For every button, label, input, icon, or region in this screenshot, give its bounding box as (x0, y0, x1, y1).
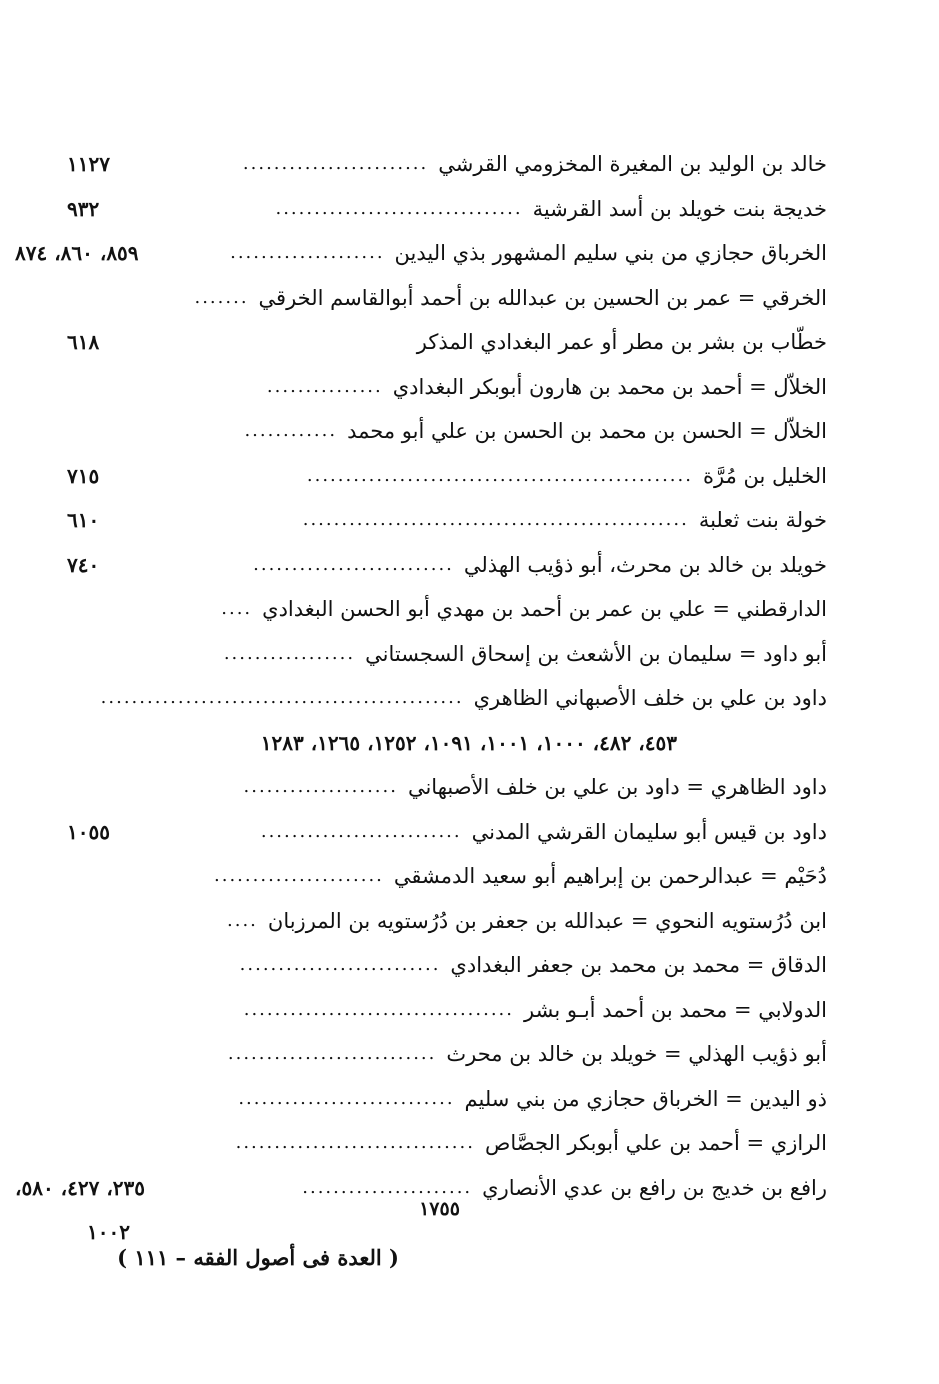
entry-leader-dots: .......................... (253, 553, 454, 575)
entry-leader-dots: ................. (223, 642, 356, 664)
index-entry (67, 1032, 827, 1077)
index-entry (67, 187, 827, 232)
entry-pages: ٦١٨ (67, 330, 100, 355)
entry-leader-dots: ...................... (302, 1176, 473, 1198)
index-entry (15, 231, 827, 276)
entry-name: خالد بن الوليد بن المغيرة المخزومي القرشي (438, 152, 827, 177)
index-entry (67, 1121, 827, 1166)
entry-name: رافع بن خديج بن رافع بن عدي الأنصاري (482, 1175, 827, 1200)
entry-name: الدولابي = محمد بن أحمد أبـو بشر (524, 997, 827, 1022)
entry-leader-dots: .................... (243, 776, 398, 798)
index-entry (67, 899, 827, 944)
entry-leader-dots: ................................ (275, 197, 523, 219)
entry-leader-dots: ....... (194, 286, 249, 308)
continuation-pages: ٤٥٣، ٤٨٢، ١٠٠٠، ١٠٠١، ١٠٩١، ١٢٥٢، ١٢٦٥، ١٢٨٣ (260, 730, 677, 755)
entry-pages: ٧١٥ (67, 463, 100, 488)
index-entry (67, 988, 827, 1033)
entry-name: الدقاق = محمد بن محمد بن جعفر البغدادي (450, 953, 827, 978)
entry-leader-dots: .... (227, 909, 258, 931)
entry-pages: ٩٣٢ (67, 196, 100, 221)
entry-name: خديجة بنت خويلد بن أسد القرشية (532, 196, 827, 221)
entry-name: الخلاّل = الحسن بن محمد بن الحسن بن علي أبو محمد (347, 419, 827, 444)
entry-leader-dots: ........................... (227, 1043, 437, 1065)
continuation-pages: ١٠٠٢ (87, 1220, 130, 1244)
entry-leader-dots: .................................................. (302, 509, 689, 531)
entry-leader-dots: .... (221, 598, 253, 620)
entry-leader-dots: ............... (266, 375, 383, 397)
entry-leader-dots: ............................... (235, 1132, 475, 1154)
index-entry (67, 142, 827, 187)
entry-name: خويلد بن خالد بن محرث، أبو ذؤيب الهذلي (463, 552, 827, 577)
entry-leader-dots: .......................... (239, 954, 441, 976)
entry-pages: ٧٤٠ (67, 552, 100, 577)
index-entry (67, 943, 827, 988)
entry-leader-dots: .................... (230, 242, 385, 264)
entry-name: خطّاب بن بشر بن مطر أو عمر البغدادي المذكر (416, 330, 827, 355)
index-entry (67, 587, 827, 632)
index-entry (67, 1077, 827, 1122)
entry-name: داود بن علي بن خلف الأصبهاني الظاهري (473, 686, 827, 711)
entry-pages: ٦١٠ (67, 508, 100, 533)
index-entry (67, 320, 827, 365)
entry-leader-dots: ................................... (243, 998, 514, 1020)
entry-name: الخليل بن مُرَّة (702, 463, 827, 488)
index-entry (67, 365, 827, 410)
entry-name: خولة بنت ثعلبة (698, 508, 827, 533)
index-entry (67, 676, 827, 721)
entry-pages: ١٠٥٥ (67, 819, 110, 844)
index-entry (67, 409, 827, 454)
entry-leader-dots: .......................... (260, 820, 462, 842)
entry-leader-dots: ...................... (214, 865, 384, 887)
entry-pages: ١١٢٧ (67, 152, 110, 177)
index-list (15, 142, 827, 1254)
index-entry (67, 498, 827, 543)
index-entry (67, 765, 827, 810)
entry-name: الخلاّل = أحمد بن محمد بن هارون أبوبكر البغدادي (392, 374, 827, 399)
entry-leader-dots: ............................................... (100, 687, 464, 709)
entry-pages: ٨٥٩، ٨٦٠، ٨٧٤ (15, 241, 139, 266)
entry-name: دُحَيْم = عبدالرحمن بن إبراهيم أبو سعيد الدمشقي (393, 864, 827, 889)
entry-name: الرازي = أحمد بن علي أبوبكر الجصَّاص (484, 1131, 827, 1156)
entry-name: الخرباق حجازي من بني سليم المشهور بذي اليدين (394, 241, 827, 266)
index-entry (67, 543, 827, 588)
entry-name: داود بن قيس أبو سليمان القرشي المدني (471, 819, 827, 844)
entry-leader-dots: ........................ (242, 153, 429, 175)
entry-leader-dots: ............ (244, 420, 338, 442)
entry-name: الخرقي = عمر بن الحسين بن عبدالله بن أحمد أبوالقاسم الخرقي (258, 285, 827, 310)
entry-name: أبو ذؤيب الهذلي = خويلد بن خالد بن محرث (446, 1042, 827, 1067)
entry-name: داود الظاهري = داود بن علي بن خلف الأصبهاني (407, 775, 827, 800)
book-footer: ( العدة فى أصول الفقه – ١١١ ) (117, 1245, 399, 1270)
entry-pages: ٢٣٥، ٤٢٧، ٥٨٠، (15, 1175, 146, 1200)
entry-name: أبو داود = سليمان بن الأشعث بن إسحاق السجستاني (365, 641, 827, 666)
entry-name: ذو اليدين = الخرباق حجازي من بني سليم (464, 1086, 827, 1111)
index-entry (67, 454, 827, 499)
entry-leader-dots: ............................ (238, 1087, 455, 1109)
entry-name: ابن دُرُستويه النحوي = عبدالله بن جعفر بن دُرُستويه بن المرزبان (267, 908, 827, 933)
entry-name: الدارقطني = علي بن عمر بن أحمد بن مهدي أبو الحسن البغدادي (262, 597, 827, 622)
index-entry-continuation (67, 721, 827, 766)
entry-leader-dots: .................................................. (306, 464, 693, 486)
index-entry (67, 632, 827, 677)
index-entry (67, 810, 827, 855)
page-number: ١٧٥٥ (419, 1198, 460, 1220)
index-entry (67, 276, 827, 321)
index-entry (67, 854, 827, 899)
